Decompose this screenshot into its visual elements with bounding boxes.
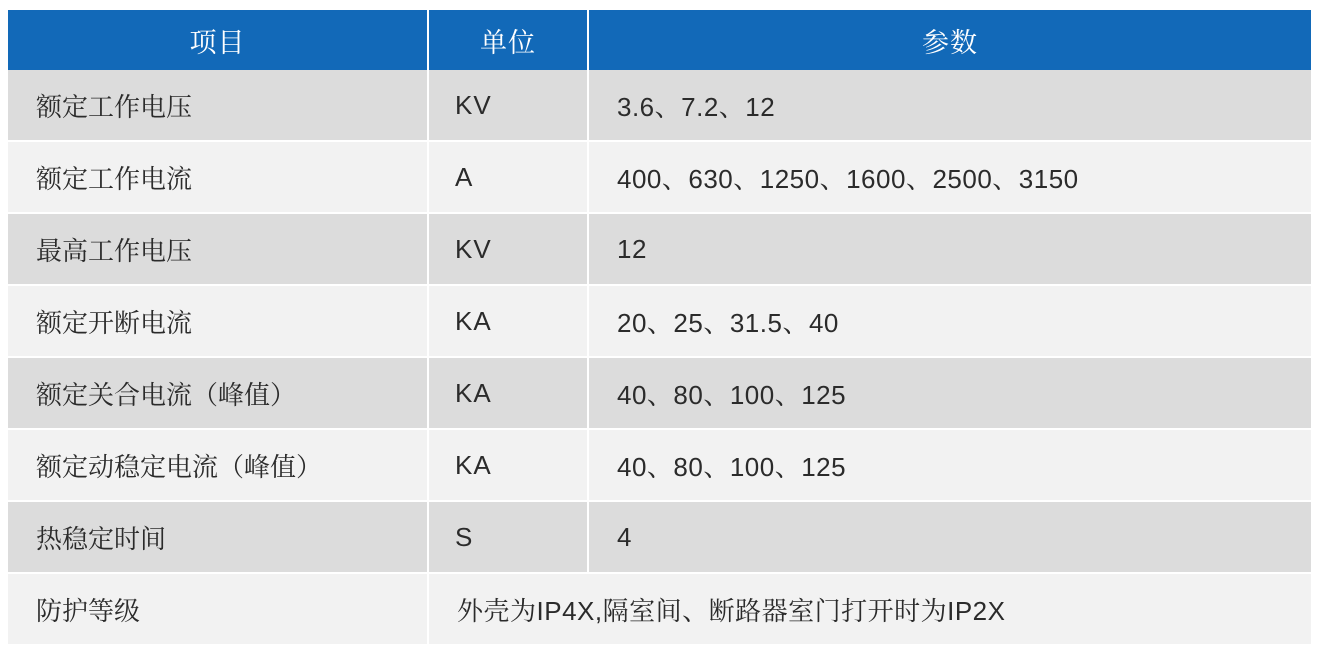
cell-parameter: 400、630、1250、1600、2500、3150 (588, 141, 1311, 213)
table-row (8, 285, 1311, 357)
column-header-item: 项目 (8, 10, 428, 70)
table-row (8, 357, 1311, 429)
cell-unit: KA (428, 285, 588, 357)
column-header-parameter: 参数 (588, 10, 1311, 70)
cell-parameter: 4 (588, 501, 1311, 573)
cell-parameter: 40、80、100、125 (588, 357, 1311, 429)
cell-parameter-merged: 外壳为IP4X,隔室间、断路器室门打开时为IP2X (428, 573, 1311, 644)
cell-item: 防护等级 (8, 573, 428, 644)
cell-parameter: 40、80、100、125 (588, 429, 1311, 501)
table-row (8, 213, 1311, 285)
cell-item: 额定动稳定电流（峰值） (8, 429, 428, 501)
specification-table (8, 10, 1311, 644)
cell-item: 额定工作电流 (8, 141, 428, 213)
cell-unit: S (428, 501, 588, 573)
cell-unit: KV (428, 213, 588, 285)
cell-item: 额定开断电流 (8, 285, 428, 357)
cell-unit: KA (428, 357, 588, 429)
column-header-unit: 单位 (428, 10, 588, 70)
cell-item: 额定工作电压 (8, 70, 428, 141)
table-row (8, 429, 1311, 501)
cell-item: 最高工作电压 (8, 213, 428, 285)
table-row (8, 573, 1311, 644)
table-row (8, 70, 1311, 141)
cell-item: 热稳定时间 (8, 501, 428, 573)
table-header-row (8, 10, 1311, 70)
table-row (8, 501, 1311, 573)
cell-parameter: 3.6、7.2、12 (588, 70, 1311, 141)
cell-unit: KV (428, 70, 588, 141)
cell-parameter: 12 (588, 213, 1311, 285)
cell-unit: KA (428, 429, 588, 501)
table-body (8, 70, 1311, 644)
table-header (8, 10, 1311, 70)
table-row (8, 141, 1311, 213)
cell-unit: A (428, 141, 588, 213)
cell-parameter: 20、25、31.5、40 (588, 285, 1311, 357)
cell-item: 额定关合电流（峰值） (8, 357, 428, 429)
